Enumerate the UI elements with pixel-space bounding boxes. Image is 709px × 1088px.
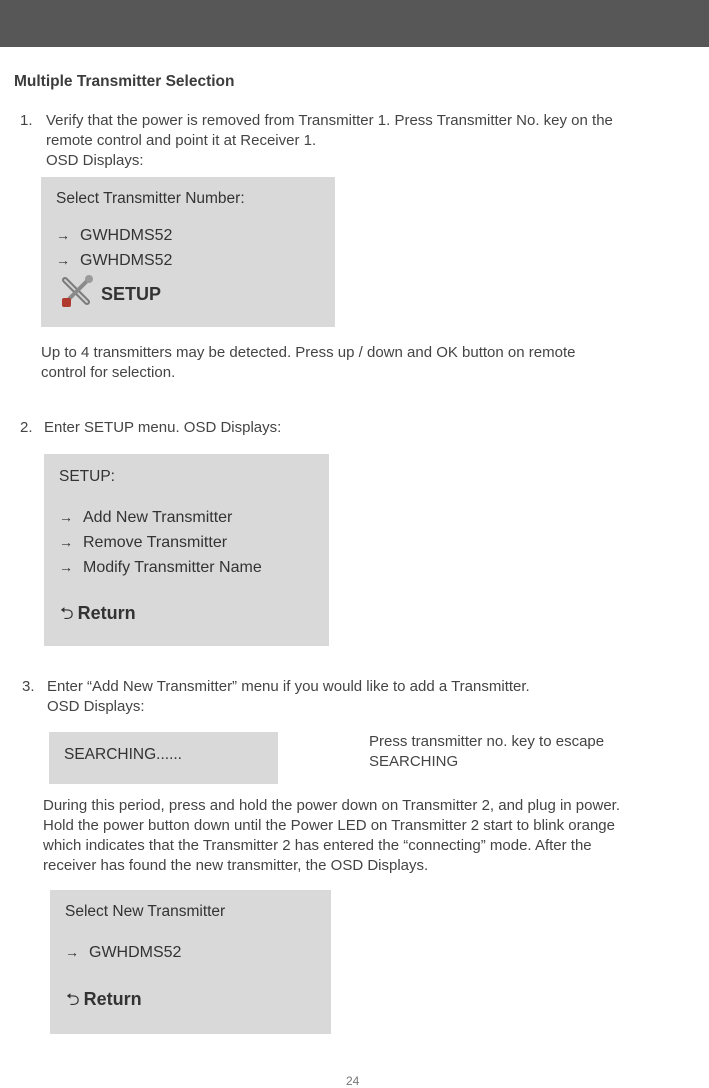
step-line: Enter “Add New Transmitter” menu if you would like to add a Transmitter.	[47, 678, 530, 695]
arrow-right-icon: →	[59, 509, 73, 525]
searching-status: SEARCHING......	[64, 746, 182, 763]
escape-note: Press transmitter no. key to escape SEARCHING	[369, 733, 605, 770]
return-arrow-icon: ⮌	[66, 990, 80, 1009]
menu-item-remove-transmitter[interactable]: → Remove Transmitter	[59, 534, 228, 551]
arrow-right-icon: →	[59, 534, 73, 550]
top-banner	[0, 0, 709, 47]
osd-title: Select Transmitter Number:	[56, 190, 245, 207]
arrow-right-icon: →	[65, 944, 79, 960]
arrow-right-icon: →	[59, 559, 73, 575]
setup-option[interactable]: SETUP	[101, 284, 162, 304]
step-line: remote control and point it at Receiver 1.	[46, 132, 317, 149]
osd-item[interactable]: → GWHDMS52	[65, 944, 182, 961]
arrow-right-icon: →	[56, 252, 70, 268]
note-paragraph: Up to 4 transmitters may be detected. Press up / down and OK button on remote control for selection.	[41, 344, 576, 381]
osd-searching	[49, 732, 278, 784]
osd-select-transmitter	[41, 177, 335, 327]
step-number: 2.	[20, 419, 33, 436]
menu-item-modify-name[interactable]: → Modify Transmitter Name	[59, 559, 262, 576]
osd-item[interactable]: → GWHDMS52	[56, 252, 173, 269]
page-number: 24	[346, 1074, 360, 1088]
instruction-paragraph: During this period, press and hold the power down on Transmitter 2, and plug in power. Hold the power button down until the Power LED on Transmitter 2 start to blink orange which indicates that the Transmitter 2 has entered the “connecting” mode. After the receiver has found the new transmitter, the OSD Displays.	[43, 797, 621, 874]
menu-item-add-transmitter[interactable]: → Add New Transmitter	[59, 509, 233, 526]
step-line: OSD Displays:	[46, 152, 144, 169]
section-heading: Multiple Transmitter Selection	[14, 73, 235, 90]
osd-title: SETUP:	[59, 468, 115, 485]
osd-title: Select New Transmitter	[65, 903, 226, 920]
tools-icon	[59, 274, 95, 308]
osd-setup-menu	[44, 454, 329, 646]
step-line: Verify that the power is removed from Transmitter 1. Press Transmitter No. key on the	[46, 112, 613, 129]
arrow-right-icon: →	[56, 227, 70, 243]
step-line: Enter SETUP menu. OSD Displays:	[44, 419, 282, 436]
step-line: OSD Displays:	[47, 698, 145, 715]
osd-item[interactable]: → GWHDMS52	[56, 227, 173, 244]
step-number: 3.	[22, 678, 35, 695]
osd-select-new-transmitter	[50, 890, 331, 1034]
return-option[interactable]: ⮌ Return	[60, 603, 136, 623]
step-number: 1.	[20, 112, 33, 129]
return-arrow-icon: ⮌	[60, 604, 74, 623]
return-option[interactable]: ⮌ Return	[66, 989, 142, 1009]
